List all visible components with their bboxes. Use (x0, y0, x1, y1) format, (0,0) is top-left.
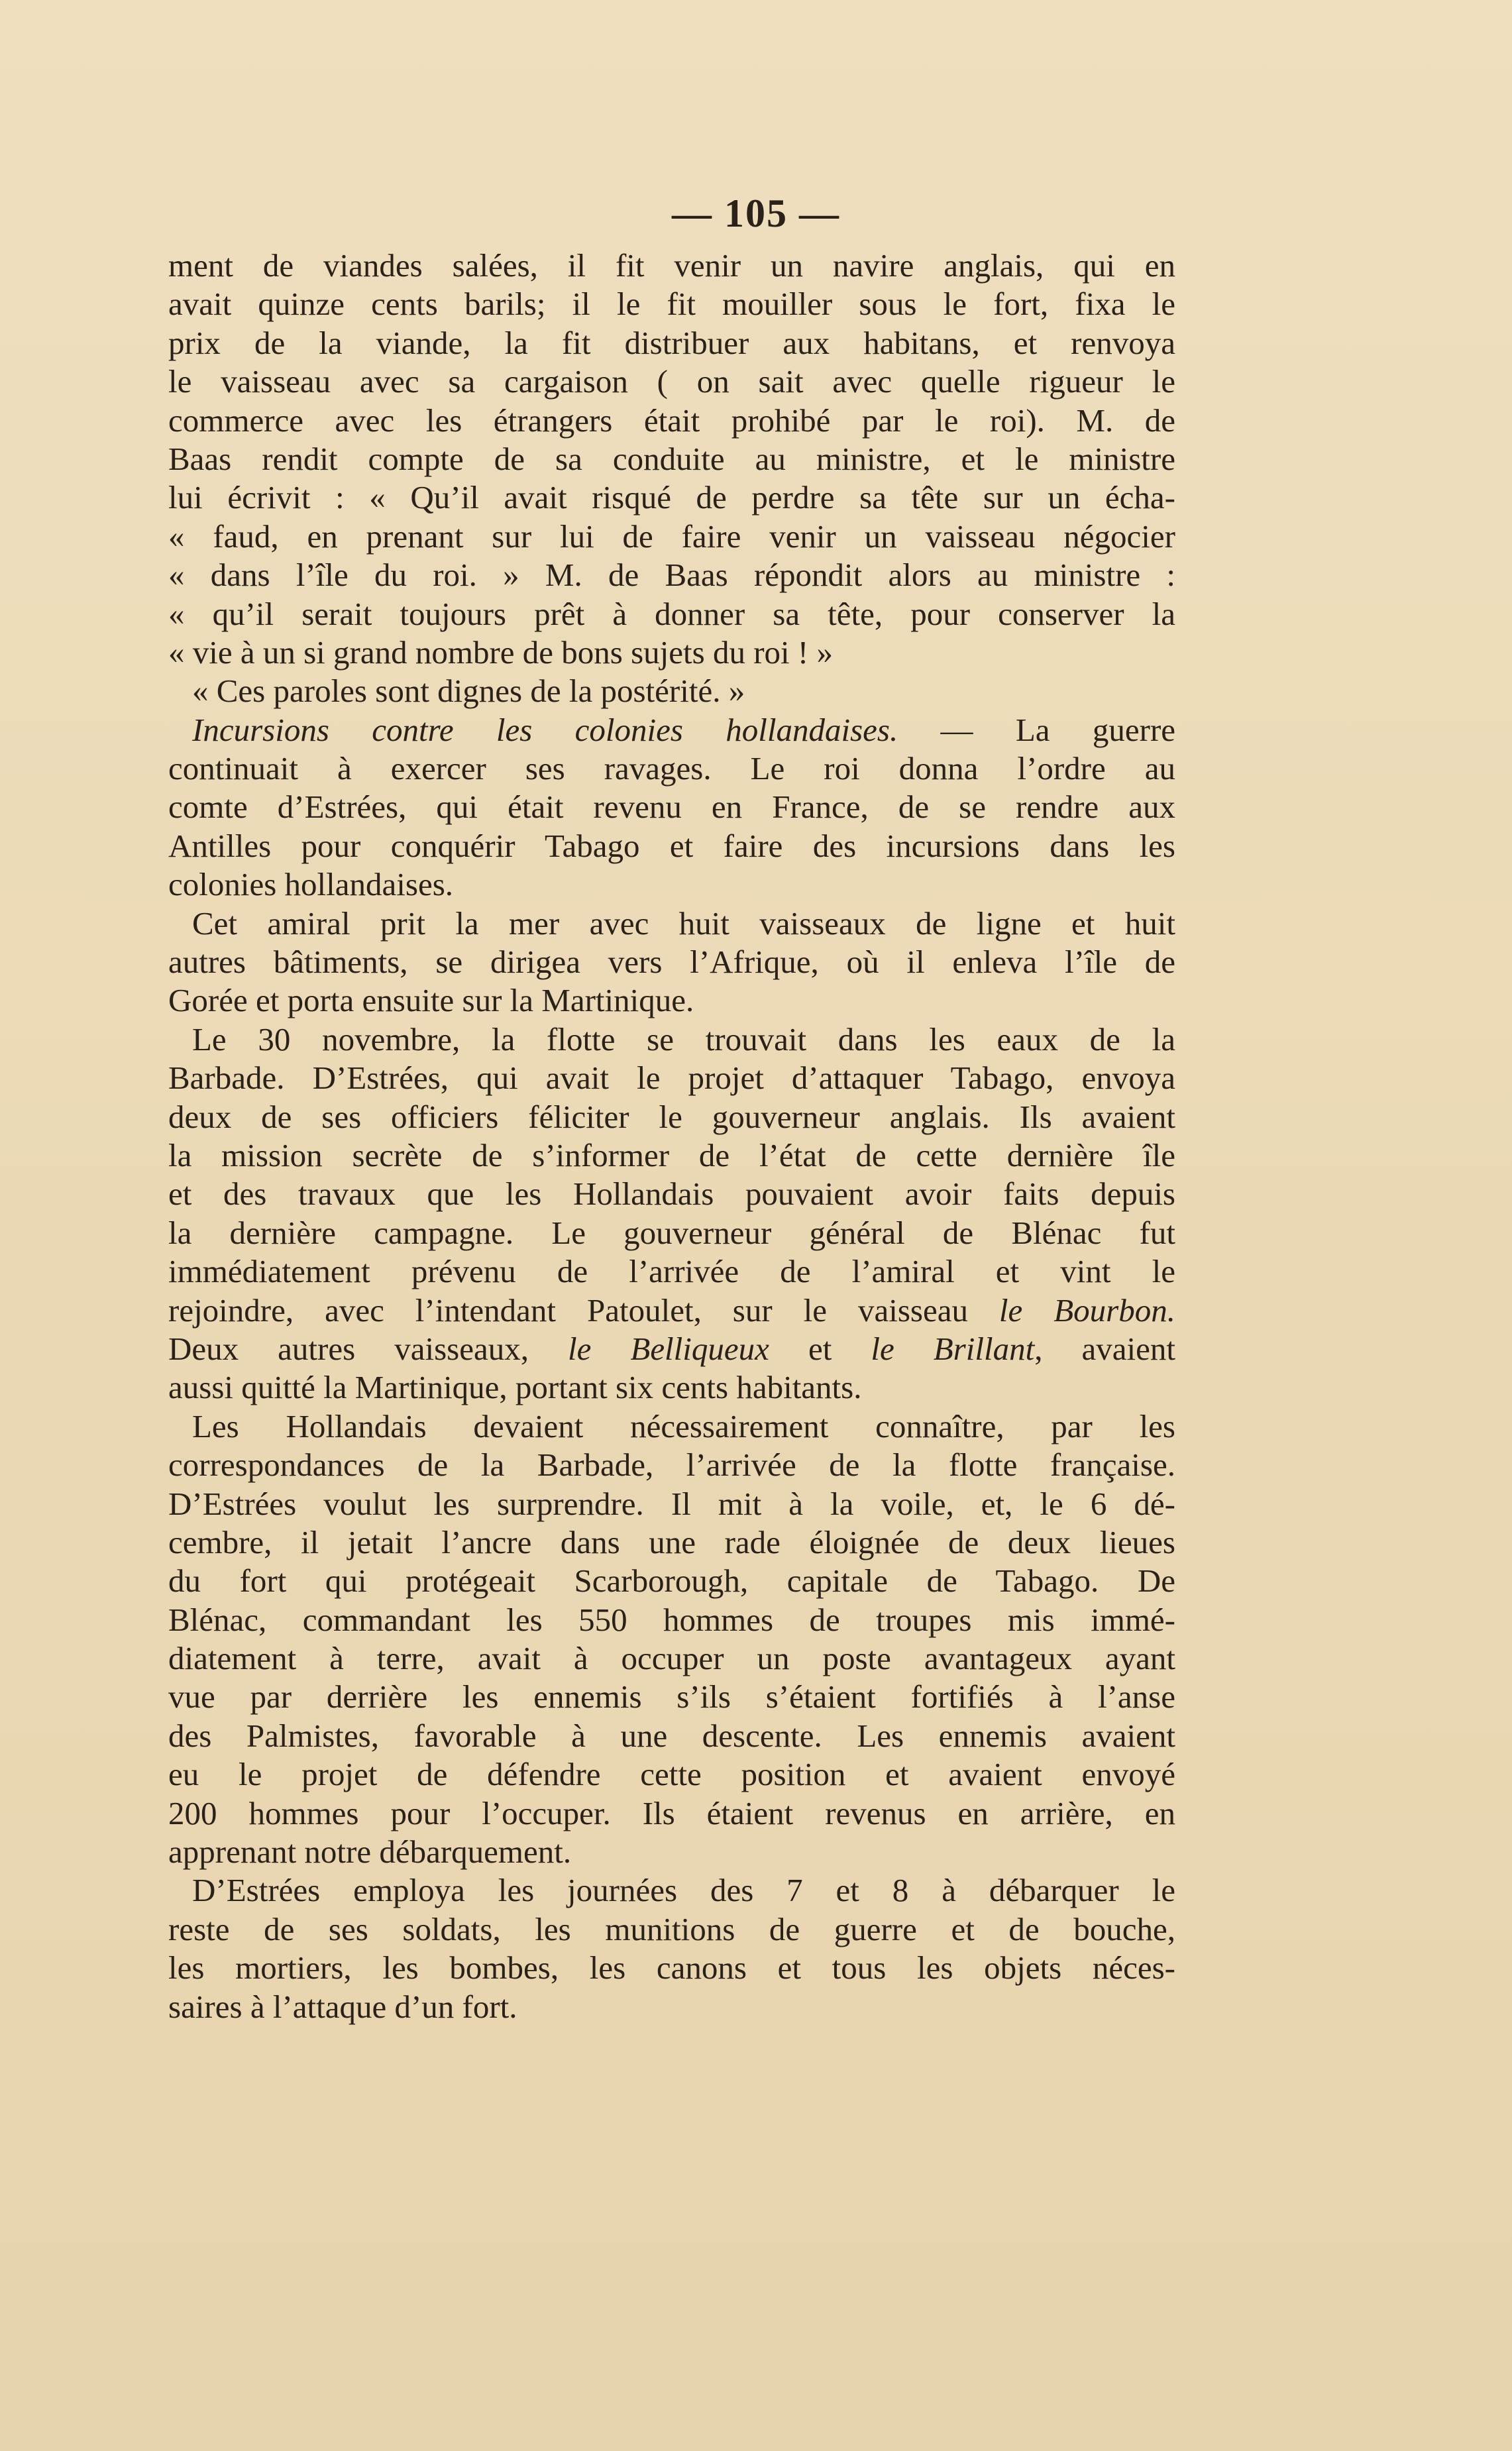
text-line: autres bâtiments, se dirigea vers l’Afrique, où il enleva l’île de (168, 944, 1175, 981)
text-line: des Palmistes, favorable à une descente. Les ennemis avaient (168, 1717, 1175, 1754)
text-line: D’Estrées voulut les surprendre. Il mit à la voile, et, le 6 dé- (168, 1485, 1175, 1522)
text-line: et des travaux que les Hollandais pouvaient avoir faits depuis (168, 1175, 1175, 1213)
text-line: reste de ses soldats, les munitions de guerre et de bouche, (168, 1910, 1175, 1947)
text-line: comte d’Estrées, qui était revenu en France, de se rendre aux (168, 789, 1175, 826)
text-line: Les Hollandais devaient nécessairement connaître, par les (192, 1407, 1175, 1444)
text-line: deux de ses officiers féliciter le gouverneur anglais. Ils avaient (168, 1098, 1175, 1135)
body-text (168, 246, 1175, 2026)
text-line: apprenant notre débarquement. (168, 1833, 572, 1871)
text-line: D’Estrées employa les journées des 7 et 8 à débarquer le (192, 1872, 1175, 1909)
text-line: colonies hollandaises. (168, 866, 454, 903)
text-line: Le 30 novembre, la flotte se trouvait dans les eaux de la (192, 1020, 1175, 1058)
text-line: Incursions contre les colonies hollandaises. — La guerre (192, 711, 1176, 748)
text-line: lui écrivit : « Qu’il avait risqué de perdre sa tête sur un écha- (168, 479, 1175, 516)
text-line: « vie à un si grand nombre de bons sujets du roi ! » (168, 633, 833, 671)
text-line: du fort qui protégeait Scarborough, capitale de Tabago. De (168, 1562, 1175, 1600)
page-number: — 105 — (672, 191, 840, 235)
text-line: « Ces paroles sont dignes de la postérité. » (192, 673, 745, 710)
text-line: la dernière campagne. Le gouverneur général de Blénac fut (168, 1214, 1175, 1251)
text-line: Antilles pour conquérir Tabago et faire des incursions dans les (168, 827, 1175, 864)
text-line: saires à l’attaque d’un fort. (168, 1988, 517, 2025)
text-line: avait quinze cents barils; il le fit mouiller sous le fort, fixa le (168, 286, 1175, 323)
text-line: « faud, en prenant sur lui de faire venir un vaisseau négocier (168, 517, 1175, 555)
text-line: 200 hommes pour l’occuper. Ils étaient revenus en arrière, en (168, 1794, 1175, 1831)
text-line: eu le projet de défendre cette position et avaient envoyé (168, 1756, 1175, 1793)
text-line: Cet amiral prit la mer avec huit vaisseaux de ligne et huit (192, 904, 1175, 942)
text-line: Gorée et porta ensuite sur la Martinique. (168, 982, 694, 1019)
text-line: prix de la viande, la fit distribuer aux habitans, et renvoya (168, 324, 1175, 361)
text-line: immédiatement prévenu de l’arrivée de l’amiral et vint le (168, 1253, 1175, 1290)
text-line: la mission secrète de s’informer de l’état de cette dernière île (168, 1136, 1175, 1173)
text-line: ment de viandes salées, il fit venir un navire anglais, qui en (168, 247, 1175, 284)
text-line: correspondances de la Barbade, l’arrivée de la flotte française. (168, 1446, 1175, 1484)
text-line: rejoindre, avec l’intendant Patoulet, sur le vaisseau le Bourbon. (168, 1291, 1175, 1329)
text-line: aussi quitté la Martinique, portant six cents habitants. (168, 1369, 862, 1406)
text-line: Barbade. D’Estrées, qui avait le projet d’attaquer Tabago, envoya (168, 1060, 1175, 1097)
text-line: Blénac, commandant les 550 hommes de troupes mis immé- (168, 1601, 1175, 1638)
text-line: commerce avec les étrangers était prohibé par le roi). M. de (168, 402, 1175, 439)
text-line: le vaisseau avec sa cargaison ( on sait avec quelle rigueur le (168, 363, 1175, 400)
text-line: « qu’il serait toujours prêt à donner sa tête, pour conserver la (168, 595, 1175, 632)
text-line: vue par derrière les ennemis s’ils s’étaient fortifiés à l’anse (168, 1678, 1175, 1716)
text-line: Baas rendit compte de sa conduite au ministre, et le ministre (168, 440, 1175, 477)
text-line: continuait à exercer ses ravages. Le roi donna l’ordre au (168, 750, 1175, 787)
text-line: les mortiers, les bombes, les canons et tous les objets néces- (168, 1949, 1175, 1987)
text-line: diatement à terre, avait à occuper un poste avantageux ayant (168, 1640, 1175, 1677)
text-line: cembre, il jetait l’ancre dans une rade éloignée de deux lieues (168, 1523, 1175, 1560)
text-line: Deux autres vaisseaux, le Belliqueux et le Brillant, avaient (168, 1330, 1175, 1367)
text-line: « dans l’île du roi. » M. de Baas répondit alors au ministre : (168, 557, 1175, 594)
